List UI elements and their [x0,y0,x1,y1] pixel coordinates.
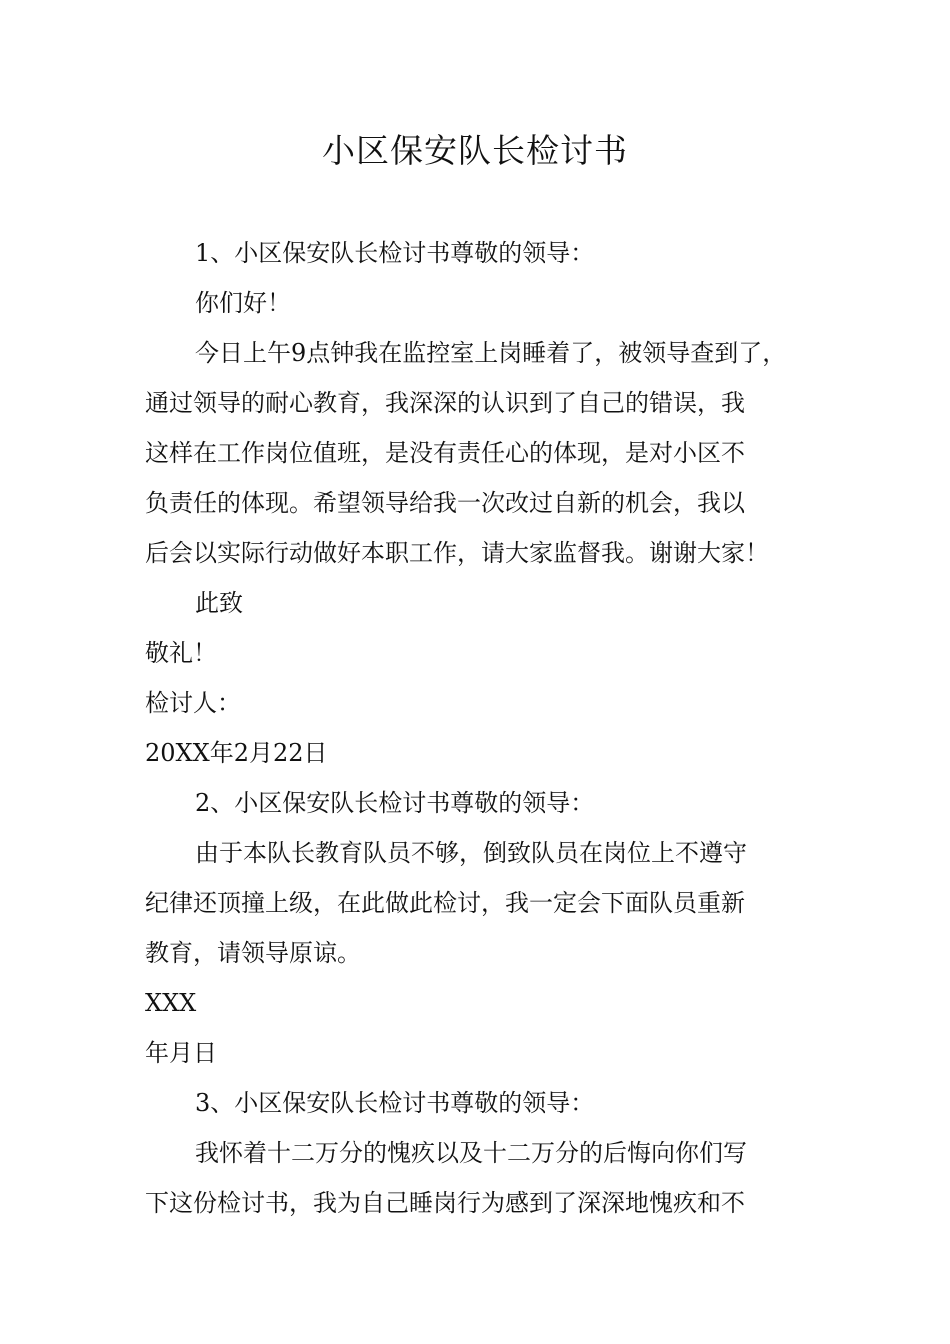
section-heading-2: 2、小区保安队长检讨书尊敬的领导： [195,789,595,817]
date-line: 20XX年2月22日 [145,739,328,767]
section-heading-3: 3、小区保安队长检讨书尊敬的领导： [195,1089,595,1117]
paragraph-line: 纪律还顶撞上级，在此做此检讨，我一定会下面队员重新 [145,889,745,917]
paragraph-line: 后会以实际行动做好本职工作，请大家监督我。谢谢大家！ [145,539,769,567]
paragraph-line: 教育，请领导原谅。 [145,939,361,967]
paragraph-line: 通过领导的耐心教育，我深深的认识到了自己的错误，我 [145,389,745,417]
paragraph-line: 今日上午9点钟我在监控室上岗睡着了，被领导查到了， [195,339,787,367]
closing-line: 此致 [195,589,243,617]
paragraph-line: 我怀着十二万分的愧疚以及十二万分的后悔向你们写 [195,1139,747,1167]
signature-name: XXX [145,989,197,1017]
paragraph-line: 负责任的体现。希望领导给我一次改过自新的机会，我以 [145,489,745,517]
section-heading-1: 1、小区保安队长检讨书尊敬的领导： [195,239,595,267]
signature-label: 检讨人： [145,689,241,717]
date-line: 年月日 [145,1039,217,1067]
greeting: 你们好！ [195,289,291,317]
paragraph-line: 下这份检讨书，我为自己睡岗行为感到了深深地愧疚和不 [145,1189,745,1217]
paragraph-line: 这样在工作岗位值班，是没有责任心的体现，是对小区不 [145,439,745,467]
salutation-line: 敬礼！ [145,639,217,667]
document-title: 小区保安队长检讨书 [322,131,628,170]
paragraph-line: 由于本队长教育队员不够，倒致队员在岗位上不遵守 [195,839,747,867]
document-body [145,228,825,1228]
